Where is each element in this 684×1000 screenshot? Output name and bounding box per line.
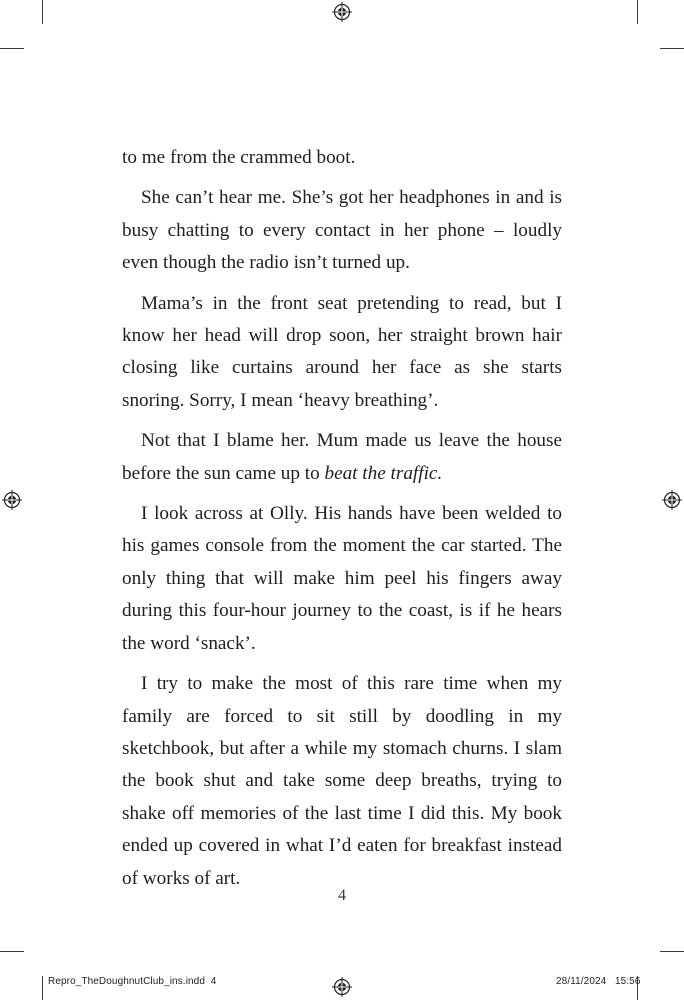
- crop-mark-bottom-right-h: [660, 951, 684, 952]
- slug-time: 15:56: [614, 976, 641, 987]
- slug-page: 4: [210, 976, 217, 987]
- crop-mark-bottom-left: [42, 976, 43, 1000]
- paragraph-4-emphasis: beat the traffic.: [324, 462, 443, 484]
- paragraph-4: [122, 425, 562, 490]
- body-text: [122, 142, 562, 903]
- crop-mark-bottom-left-h: [0, 951, 24, 952]
- registration-mark-right-icon: [662, 490, 682, 510]
- slug-date: 28/11/2024: [556, 976, 607, 987]
- crop-mark-top-left: [42, 0, 43, 24]
- page-number: 4: [338, 887, 346, 904]
- paragraph-5: I look across at Olly. His hands have been welded to his games console from the moment the car started. The only thing that will make him peel his fingers away during this four-hour journey to the coast, is if he hears the word ‘snack’.: [122, 503, 562, 654]
- paragraph-2: She can’t hear me. She’s got her headphones in and is busy chatting to every contact in her phone – loudly even though the radio isn’t turned up.: [122, 187, 562, 274]
- slug-timestamp: [556, 976, 640, 987]
- slug-file-info: [48, 976, 216, 987]
- crop-mark-top-right: [637, 0, 638, 24]
- registration-mark-bottom-icon: [332, 977, 352, 997]
- paragraph-1: to me from the crammed boot.: [122, 147, 356, 168]
- crop-mark-top-left-h: [0, 48, 24, 49]
- paragraph-3: Mama’s in the front seat pretending to read, but I know her head will drop soon, her straight brown hair closing like curtains around her face as she starts snoring. Sorry, I mean ‘heavy breathing’.: [122, 292, 562, 411]
- registration-mark-left-icon: [2, 490, 22, 510]
- crop-mark-top-right-h: [660, 48, 684, 49]
- slug-filename: Repro_TheDoughnutClub_ins.indd: [48, 976, 205, 987]
- registration-mark-top-icon: [332, 2, 352, 22]
- paragraph-4-text: Not that I blame her. Mum made us leave the house before the sun came up to: [122, 430, 562, 484]
- paragraph-6: I try to make the most of this rare time when my family are forced to sit still by doodling in my sketchbook, but after a while my stomach churns. I slam the book shut and take some deep breaths, trying to shake off memories of the last time I did this. My book ended up covered in what I’d eaten for breakfast instead of works of art.: [122, 673, 562, 889]
